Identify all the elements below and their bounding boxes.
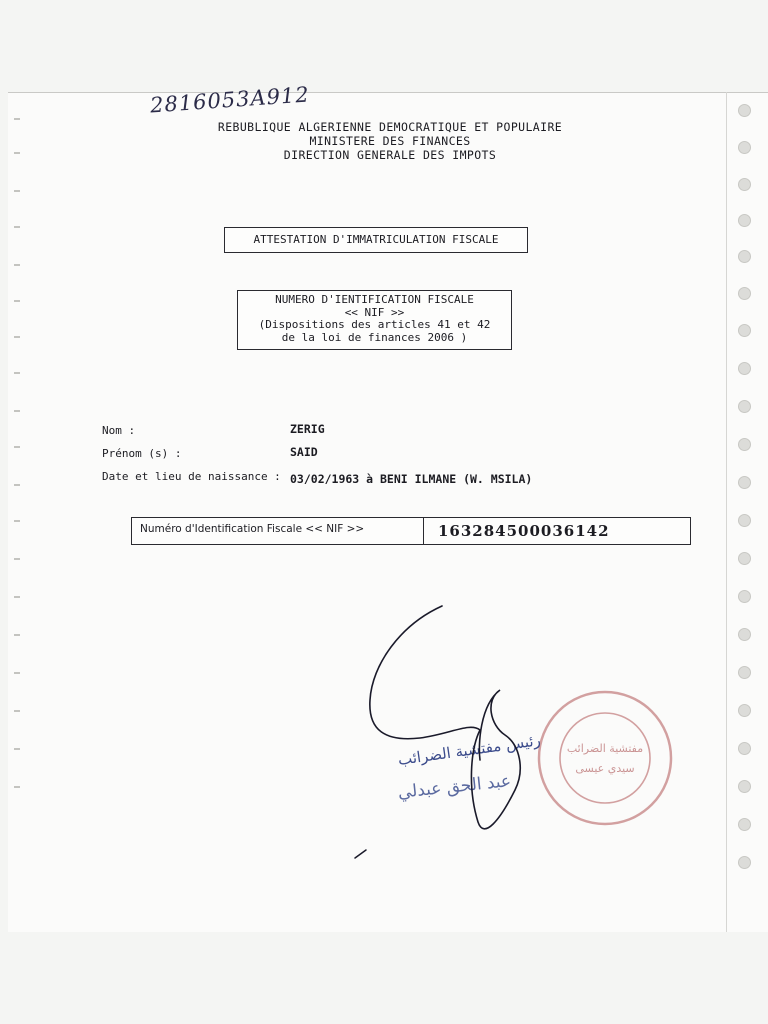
signature-mark [355,850,366,858]
svg-text:رئيس مفتشية الضرائب: رئيس مفتشية الضرائب [396,731,542,769]
svg-text:عبد الحق عبدلي: عبد الحق عبدلي [396,771,513,803]
nif-heading-line-2: << NIF >> [344,305,405,319]
nom-value: ZERIG [290,422,325,436]
svg-text:مفتشية الضرائب: مفتشية الضرائب [566,742,644,755]
svg-text:سيدي عيسى: سيدي عيسى [575,762,635,775]
nif-heading-line-4: de la loi de finances 2006 ) [281,330,468,344]
nif-row-label: Numéro d'Identification Fiscale << NIF >> [132,518,424,544]
naissance-value: 03/02/1963 à BENI ILMANE (W. MSILA) [290,472,533,486]
nif-heading-line-3: (Dispositions des articles 41 et 42 [258,318,491,331]
naissance-label: Date et lieu de naissance : [102,470,281,483]
header-line-direction: DIRECTION GENERALE DES IMPOTS [283,148,497,162]
nom-label: Nom : [102,424,136,437]
nif-row-value: 163284500036142 [438,522,610,540]
official-stamp [539,692,671,824]
document-title: ATTESTATION D'IMMATRICULATION FISCALE [253,233,499,246]
header-line-ministry: MINISTERE DES FINANCES [309,134,471,148]
prenom-label: Prénom (s) : [102,447,182,460]
handwritten-reference-number: 2816053A912 [149,82,311,118]
nif-heading-line-1: NUMERO D'IENTIFICATION FISCALE [275,293,474,306]
prenom-value: SAID [290,445,318,459]
header-line-republic: REBUBLIQUE ALGERIENNE DEMOCRATIQUE ET POPULAIRE [217,120,563,134]
